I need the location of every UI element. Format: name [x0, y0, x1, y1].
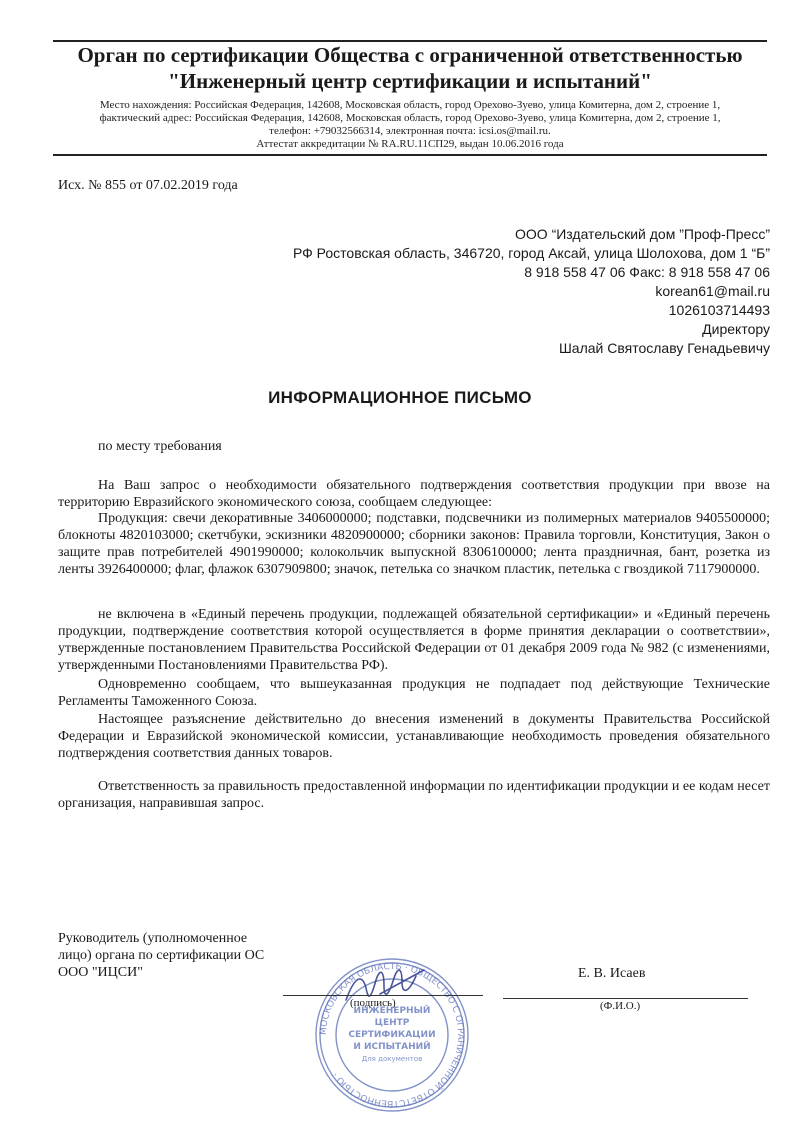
org-address-line1: Место нахождения: Российская Федерация, 142608, Московская область, город Орехово-Зуево, улица Комитерна, дом 2, строение 1, — [99, 99, 721, 111]
recipient-company: ООО “Издательский дом ”Проф-Пресс” — [515, 226, 770, 242]
seal-outer-text: МОСКОВСКАЯ ОБЛАСТЬ · ОБЩЕСТВО С ОГРАНИЧЕННОЙ ОТВЕТСТВЕННОСТЬЮ · — [318, 961, 466, 1109]
seal-center-line2: ЦЕНТР — [374, 1018, 410, 1028]
paragraph-responsibility: Ответственность за правильность предоставленной информации по идентификации продукции и ее кодам несет организация, направившая запрос. — [58, 779, 770, 811]
recipient-phones: 8 918 558 47 06 Факс: 8 918 558 47 06 — [524, 264, 770, 280]
signer-role-line1: Руководитель (уполномоченное — [58, 931, 248, 946]
fio-caption: (Ф.И.О.) — [600, 1000, 641, 1012]
signature-scribble — [340, 958, 430, 1018]
signer-name: Е. В. Исаев — [578, 966, 646, 981]
recipient-position: Директору — [702, 321, 770, 337]
paragraph-regulations: Одновременно сообщаем, что вышеуказанная продукция не подпадает под действующие Технические Регламенты Таможенного Союза. — [58, 677, 770, 709]
seal-center-line3: СЕРТИФИКАЦИИ — [348, 1030, 436, 1040]
header-bottom-rule — [53, 154, 767, 156]
signer-role-line2: лицо) органа по сертификации ОС — [58, 948, 265, 963]
outgoing-number: Исх. № 855 от 07.02.2019 года — [58, 178, 238, 193]
signer-role — [58, 930, 264, 981]
paragraph-validity: Настоящее разъяснение действительно до внесения изменений в документы Правительства Российской Федерации и Евразийской экономической комиссии, устанавливающие необходимость проведения обязательного подтверждения соответствия данных товаров. — [58, 712, 770, 761]
recipient-email: korean61@mail.ru — [655, 283, 770, 299]
recipient-ogrn: 1026103714493 — [668, 302, 770, 318]
letter-title: ИНФОРМАЦИОННОЕ ПИСЬМО — [268, 388, 532, 407]
org-title-line2: "Инженерный центр сертификации и испытаний" — [168, 69, 652, 93]
recipient-block — [293, 225, 770, 358]
seal-center-line4: И ИСПЫТАНИЙ — [353, 1042, 431, 1052]
signature-caption: (подпись) — [350, 997, 396, 1009]
signature-line — [283, 995, 483, 996]
org-contacts: телефон: +79032566314, электронная почта: icsi.os@mail.ru. — [269, 125, 551, 137]
org-address-line2: фактический адрес: Российская Федерация, 142608, Московская область, город Орехово-Зуево, улица Комитерна, дом 2, строение 1, — [99, 112, 721, 124]
signer-role-line3: ООО "ИЦСИ" — [58, 965, 143, 980]
recipient-name: Шалай Святославу Генадьевичу — [558, 340, 770, 356]
paragraph-products: Продукция: свечи декоративные 3406000000; подставки, подсвечники из полимерных материалов 9405500000; блокноты 4820103000; скетчбуки, эскизники 4820900000; сборники законов: Правила торговли, Конституция, Закон о защите прав потребителей 4901990000; колокольчик выпускной 8306100000; лента праздничная, бант, розетка из ленты 3926400000; флаг, флажок 6307909800; значок, петелька со значком пластик, петелька с гвоздикой 7117900000. — [58, 511, 770, 577]
paragraph-not-included: не включена в «Единый перечень продукции, подлежащей обязательной сертификации» и «Единый перечень продукции, подтверждение соответствия которой осуществляется в форме принятия декларации о соответствии», утвержденные постановлением Правительства Российской Федерации от 01 декабря 2009 года № 982 (с изменениями, утвержденными Постановлениями Правительства РФ). — [58, 607, 770, 673]
seal-center-line1: ИНЖЕНЕРНЫЙ — [353, 1006, 431, 1016]
paragraph-request: На Ваш запрос о необходимости обязательного подтверждения соответствия продукции при ввозе на территорию Евразийского экономического союза, сообщаем следующее: — [58, 478, 770, 510]
recipient-address: РФ Ростовская область, 346720, город Аксай, улица Шолохова, дом 1 “Б” — [292, 245, 770, 261]
org-title-line1: Орган по сертификации Общества с ограниченной ответственностью — [77, 43, 743, 67]
letter-subline: по месту требования — [98, 439, 222, 454]
handwritten-signature — [340, 958, 430, 1018]
seal-center-line5: Для документов — [361, 1055, 423, 1063]
org-accreditation: Аттестат аккредитации № RA.RU.11СП29, выдан 10.06.2016 года — [256, 138, 564, 150]
fio-line — [503, 998, 748, 999]
org-address-block — [40, 99, 780, 151]
